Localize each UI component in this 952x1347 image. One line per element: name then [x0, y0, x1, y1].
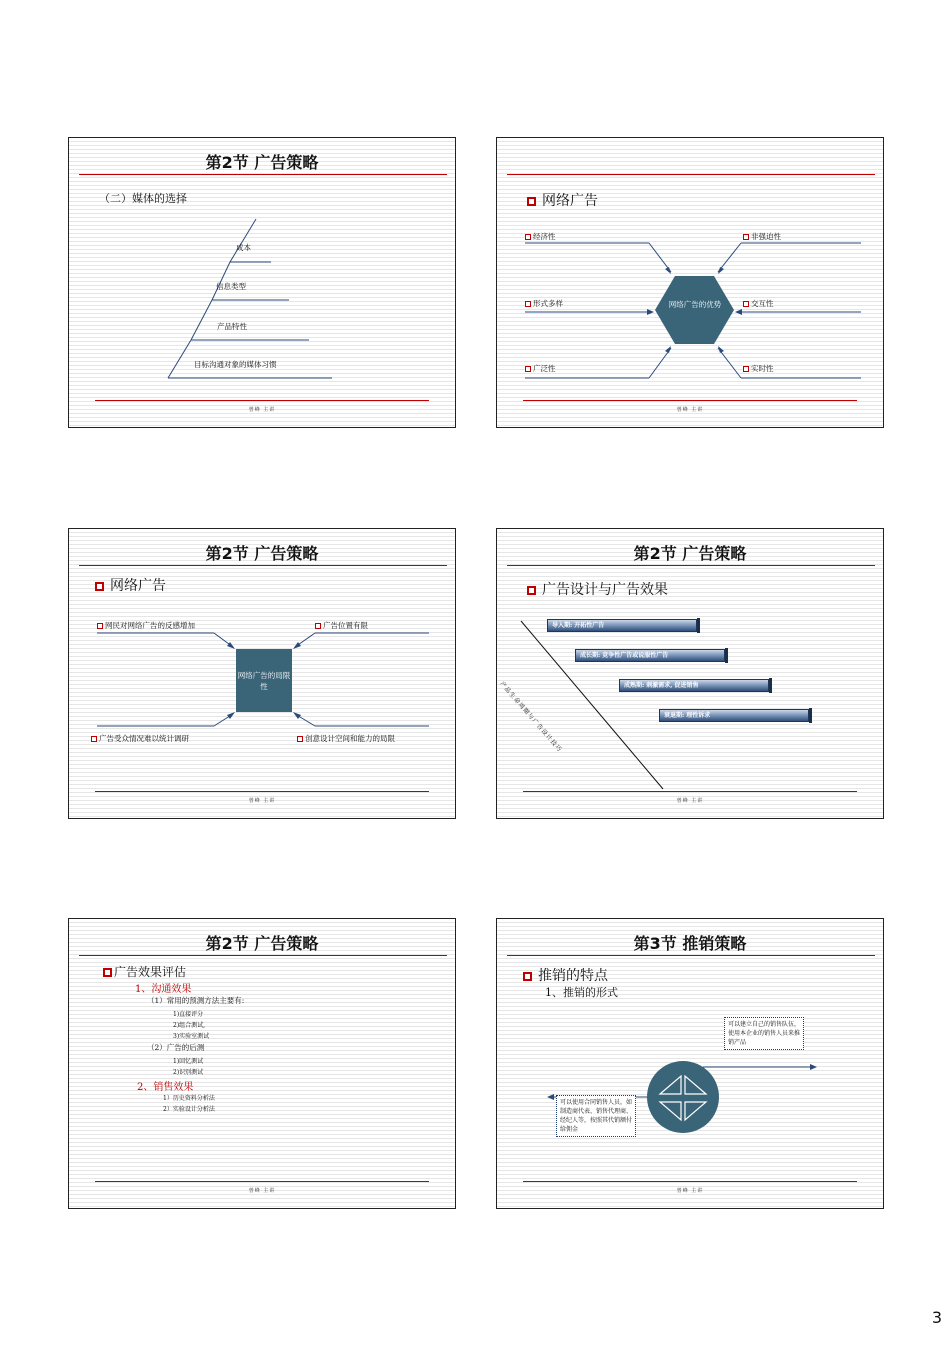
center-box-label: 网络广告的局限性 [237, 671, 291, 691]
slide-6 [496, 918, 884, 1209]
slide-heading: 网络广告 [95, 575, 166, 595]
section-1-title: 1、沟通效果 [135, 984, 192, 995]
pre-test-item: 1)直接评分 [173, 1011, 204, 1018]
limitation-item: 广告受众情况难以统计调研 [91, 733, 189, 744]
advantage-item: 交互性 [743, 298, 774, 309]
square-bullet-icon [525, 301, 531, 307]
slide-footer: 曾峰 主讲 [676, 407, 704, 413]
slide-4 [496, 528, 884, 819]
stage-bar: 导入期: 开拓性广告 [547, 619, 697, 632]
pyramid-level-4: 目标沟通对象的媒体习惯 [194, 360, 277, 369]
footer-rule [523, 791, 857, 792]
stage-bar: 成熟期: 刺激需求, 促进销售 [619, 679, 769, 692]
slide-heading: 广告设计与广告效果 [527, 579, 668, 599]
square-bullet-icon [743, 301, 749, 307]
slide-footer: 曾峰 主讲 [248, 407, 276, 413]
slide-footer: 曾峰 主讲 [676, 798, 704, 804]
square-bullet-icon [103, 968, 112, 977]
pyramid-level-3: 产品特性 [217, 322, 247, 331]
pre-test-title: （1）常用的预测方法主要有: [147, 996, 245, 1005]
lifecycle-diagonal [497, 529, 884, 819]
pyramid-level-2: 信息类型 [216, 282, 246, 291]
channel-diagram [497, 919, 884, 1209]
pyramid-lines [69, 138, 456, 428]
limitation-item: 网民对网络广告的反感增加 [97, 620, 195, 631]
slide-title: 第2节 广告策略 [205, 544, 319, 563]
square-bullet-icon [297, 736, 303, 742]
limitation-item: 广告位置有限 [315, 620, 368, 631]
advantage-item: 广泛性 [525, 363, 556, 374]
slide-subtitle: （二）媒体的选择 [99, 192, 187, 205]
square-bullet-icon [743, 366, 749, 372]
slide-heading: 网络广告 [527, 190, 598, 210]
slide-footer: 曾峰 主讲 [248, 798, 276, 804]
title-rule [79, 955, 447, 956]
pre-test-item: 2)组合测试, [173, 1022, 206, 1029]
footer-rule [523, 1181, 857, 1182]
footer-rule [95, 791, 429, 792]
slide-footer: 曾峰 主讲 [676, 1188, 704, 1194]
page-number: 3 [931, 1308, 942, 1327]
sales-item: 1）历史资料分析法 [163, 1095, 215, 1102]
slide-title: 第2节 广告策略 [633, 544, 747, 563]
square-bullet-icon [525, 366, 531, 372]
slide-1 [68, 137, 456, 428]
footer-rule [95, 1181, 429, 1182]
square-bullet-icon [315, 623, 321, 629]
square-bullet-icon [91, 736, 97, 742]
note-own-salesforce: 可以建立自己的销售队伍，使用本企业的销售人员来推销产品 [724, 1017, 804, 1050]
stage-bar: 衰退期: 理性诉求 [659, 709, 809, 722]
slide-5 [68, 918, 456, 1209]
pyramid-level-1: 成本 [236, 243, 251, 252]
slide-footer: 曾峰 主讲 [248, 1188, 276, 1194]
footer-rule [95, 400, 429, 401]
slide-2 [496, 137, 884, 428]
post-test-item: 1)回忆测试 [173, 1058, 204, 1065]
post-test-item: 2)识别测试 [173, 1069, 204, 1076]
square-bullet-icon [743, 234, 749, 240]
stage-bar: 成长期: 竞争性广告或说服性广告 [575, 649, 725, 662]
hexagon-center-label: 网络广告的优势 [668, 300, 722, 309]
square-bullet-icon [525, 234, 531, 240]
section-2-title: 2、销售效果 [137, 1082, 194, 1093]
advantage-item: 非强迫性 [743, 231, 781, 242]
slide-subheading: 1、推销的形式 [545, 986, 618, 999]
slide-heading: 广告效果评估 [103, 963, 186, 980]
pre-test-item: 3)实验室测试 [173, 1033, 210, 1040]
slide-heading: 推销的特点 [523, 965, 608, 985]
slide-title: 第3节 推销策略 [633, 934, 747, 953]
note-contract-sales: 可以使用合同销售人员，如制造商代表、销售代理商、经纪人等，按照其代销额付给佣金 [556, 1095, 636, 1137]
advantage-item: 经济性 [525, 231, 556, 242]
slide-3 [68, 528, 456, 819]
post-test-title: （2）广告的后测 [147, 1043, 205, 1052]
square-bullet-icon [97, 623, 103, 629]
sales-item: 2）实验设计分析法 [163, 1106, 215, 1113]
advantage-item: 形式多样 [525, 298, 563, 309]
advantage-diagram [497, 138, 884, 428]
slide-title: 第2节 广告策略 [205, 153, 319, 172]
footer-rule [523, 400, 857, 401]
slide-title: 第2节 广告策略 [205, 934, 319, 953]
advantage-item: 实时性 [743, 363, 774, 374]
limitation-item: 创意设计空间和能力的局限 [297, 733, 395, 744]
diagonal-label: 产品生命周期与广告设计技巧 [498, 680, 564, 754]
